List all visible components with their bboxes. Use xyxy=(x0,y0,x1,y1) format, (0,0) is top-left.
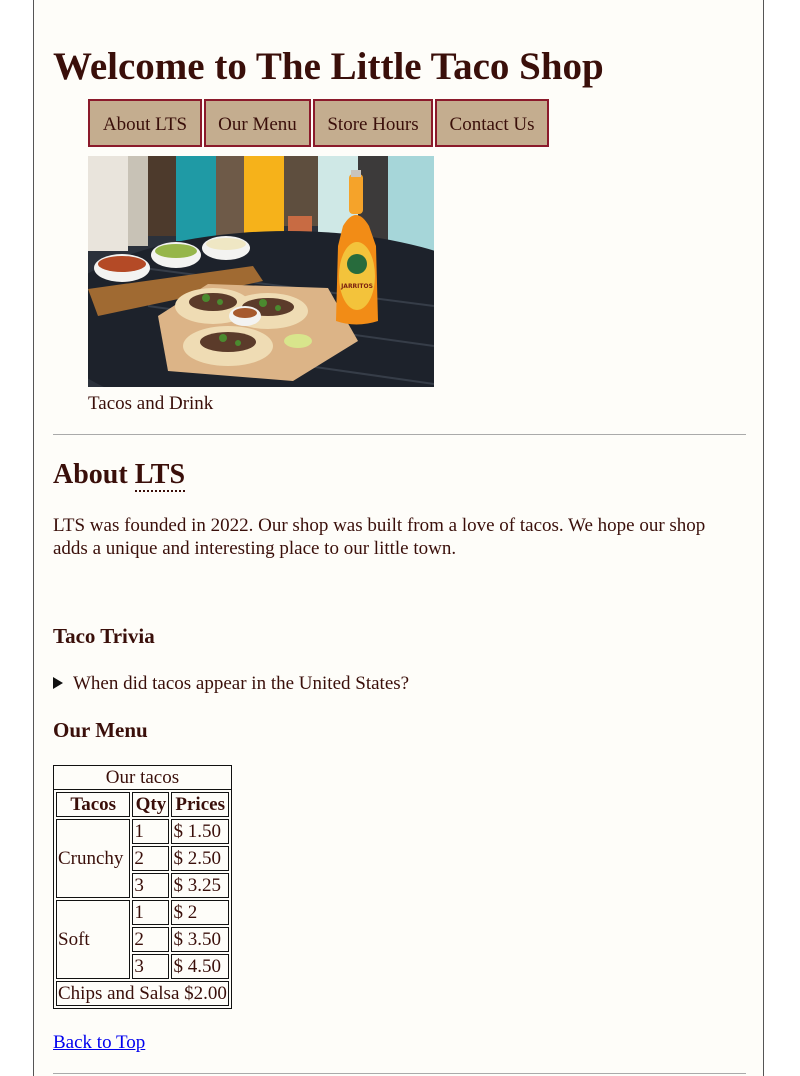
page-title: Welcome to The Little Taco Shop xyxy=(53,45,604,88)
figure-caption: Tacos and Drink xyxy=(88,393,214,414)
qty-cell: 2 xyxy=(132,846,169,871)
price-cell: $ 3.50 xyxy=(171,927,228,952)
lts-abbr: LTS xyxy=(134,459,186,490)
tacos-photo xyxy=(88,156,434,387)
qty-cell: 3 xyxy=(132,873,169,898)
tacos-figure xyxy=(88,156,434,416)
qty-cell: 1 xyxy=(132,900,169,925)
price-cell: $ 2.50 xyxy=(171,846,228,871)
bottle-label-text: JARRITOS xyxy=(341,283,373,290)
col-header-prices: Prices xyxy=(171,792,228,817)
group-name-crunchy: Crunchy xyxy=(56,819,130,898)
menu-table-caption: Our tacos xyxy=(53,765,232,789)
table-row xyxy=(56,819,229,844)
qty-cell: 2 xyxy=(132,927,169,952)
trivia-question: When did tacos appear in the United States? xyxy=(73,673,410,694)
main-nav xyxy=(88,99,549,147)
divider-top xyxy=(53,434,746,435)
trivia-details-summary[interactable] xyxy=(53,672,409,696)
tacos-drink-image xyxy=(88,156,434,387)
menu-table xyxy=(53,765,232,1009)
group-name-soft: Soft xyxy=(56,900,130,979)
nav-menu[interactable]: Our Menu xyxy=(204,99,311,147)
about-heading xyxy=(53,458,185,492)
trivia-heading: Taco Trivia xyxy=(53,624,155,648)
back-to-top-link[interactable]: Back to Top xyxy=(53,1032,146,1053)
page-container xyxy=(33,0,764,1076)
table-header-row xyxy=(56,792,229,817)
nav-store-hours[interactable]: Store Hours xyxy=(313,99,433,147)
menu-heading: Our Menu xyxy=(53,718,148,742)
col-header-qty: Qty xyxy=(132,792,169,817)
price-cell: $ 1.50 xyxy=(171,819,228,844)
table-row xyxy=(56,900,229,925)
col-header-tacos: Tacos xyxy=(56,792,130,817)
table-footer-row xyxy=(56,981,229,1006)
qty-cell: 1 xyxy=(132,819,169,844)
price-cell: $ 4.50 xyxy=(171,954,228,979)
chips-salsa-cell: Chips and Salsa $2.00 xyxy=(58,983,227,1004)
nav-contact[interactable]: Contact Us xyxy=(435,99,549,147)
about-heading-prefix: About xyxy=(53,459,135,490)
price-cell: $ 2 xyxy=(171,900,228,925)
divider-bottom xyxy=(53,1073,746,1074)
about-text: LTS was founded in 2022. Our shop was built from a love of tacos. We hope our shop adds a unique and interesting place to our little town. xyxy=(53,515,706,559)
nav-about[interactable]: About LTS xyxy=(88,99,202,147)
price-cell: $ 3.25 xyxy=(171,873,228,898)
disclosure-triangle-icon[interactable] xyxy=(53,677,63,689)
qty-cell: 3 xyxy=(132,954,169,979)
